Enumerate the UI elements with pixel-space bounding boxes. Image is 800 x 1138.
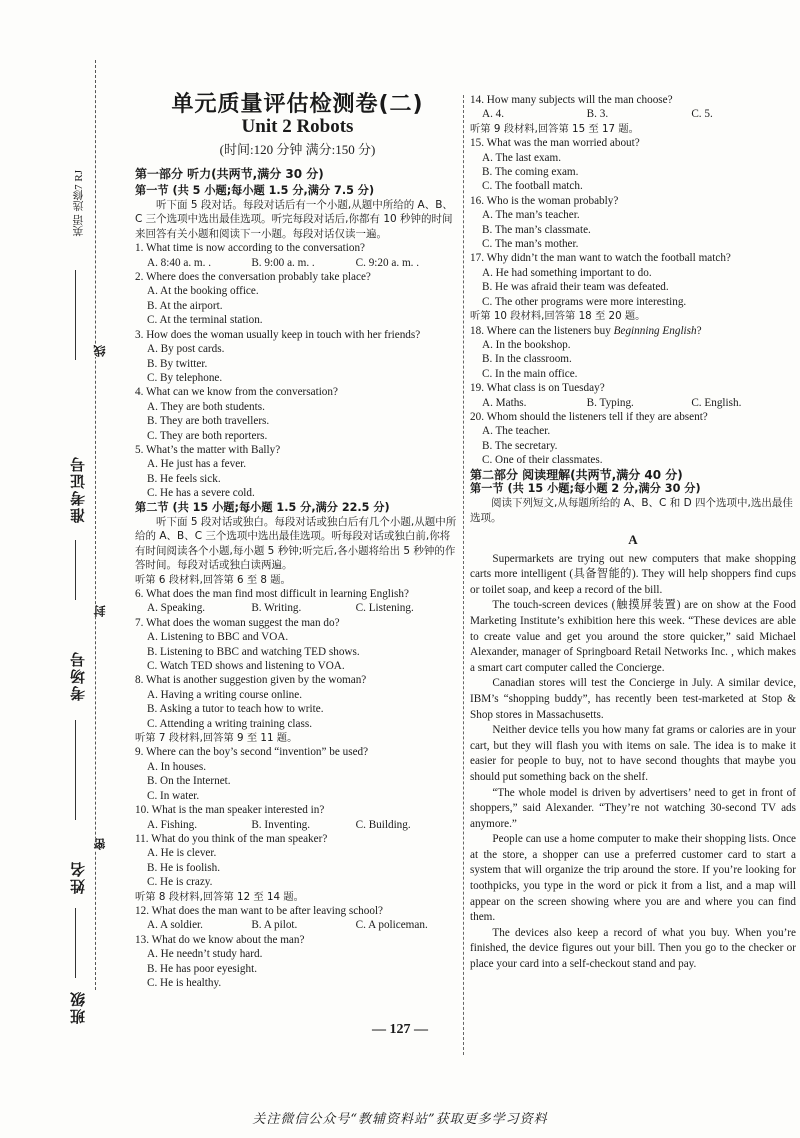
option-a[interactable]: A. He needn’t study hard. [147,948,263,961]
option-b[interactable]: B. 3. [586,108,609,121]
option-c[interactable]: C. 9:20 a. m. . [355,256,420,269]
option-c[interactable]: C. He is healthy. [147,976,222,989]
option-c[interactable]: C. By telephone. [147,371,223,384]
question-stem: 19. What class is on Tuesday? [470,382,605,395]
question-stem: 16. Who is the woman probably? [470,194,619,207]
option-a[interactable]: A. Listening to BBC and VOA. [147,631,289,644]
option-a[interactable]: A. He is clever. [147,847,217,860]
question-14 [470,93,796,122]
option-a[interactable]: A. A soldier. [147,919,203,932]
question-13 [135,933,460,991]
question-stem: 14. How many subjects will the man choose? [470,94,673,106]
option-b[interactable]: B. Writing. [251,602,302,615]
passage-paragraph: Supermarkets are trying out new computers that make shopping carts more intelligent (具备智能的). They will help shoppers find cups or toilet soap, and keep a record of the bill. [470,552,796,596]
passage-paragraph: Neither device tells you how many fat grams or calories are in your cart, but they will flash you with items on sale. The idea is to make it easier for people to buy, not to have second thoughts that maybe you should put something back on the shelf. [470,724,796,783]
passage-paragraph: People can use a home computer to make their shopping lists. Once at the store, a shopper can use a preferred customer card to start a system that will organize the trip around the store. If you’re looking for toothpicks, you type in the word or pick it from a list, and a map will appear on the screen showing where you are and where you can find them. [470,833,796,924]
question-stem: 3. How does the woman usually keep in touch with her friends? [135,328,421,341]
question-11 [135,832,460,890]
question-stem: 6. What does the man find most difficult in learning English? [135,588,409,600]
page-number: — 127 — [372,1022,428,1037]
question-stem: 15. What was the man worried about? [470,137,640,150]
material-9-info: 听第 9 段材料,回答第 15 至 17 题。 [470,122,639,135]
option-a[interactable]: A. 8:40 a. m. . [147,256,212,269]
part1-sec1-heading: 第一节 (共 5 小题;每小题 1.5 分,满分 7.5 分) [135,183,375,197]
question-3 [135,328,460,386]
question-stem: 4. What can we know from the conversation? [135,386,338,399]
part2-heading: 第二部分 阅读理解(共两节,满分 40 分) [470,467,683,482]
subject-underline [75,270,76,360]
question-stem: 5. What’s the matter with Bally? [135,443,281,456]
option-c[interactable]: C. Attending a writing training class. [147,717,312,730]
option-a[interactable]: A. The teacher. [482,425,551,438]
option-c[interactable]: C. At the terminal station. [147,314,263,327]
question-stem [470,324,796,338]
material-10-info: 听第 10 段材料,回答第 18 至 20 题。 [470,310,646,323]
question-1 [135,241,460,270]
option-c[interactable]: C. A policeman. [355,919,428,932]
option-c[interactable]: C. The man’s mother. [482,238,579,251]
id-label: 准考证号 [69,455,87,523]
binding-margin [55,60,125,1024]
question-stem: 13. What do we know about the man? [135,933,305,946]
option-a[interactable]: A. Fishing. [147,818,198,831]
option-c[interactable]: C. He has a severe cold. [147,487,255,500]
question-4 [135,385,460,443]
room-underline[interactable] [75,720,76,820]
option-b[interactable]: B. In the classroom. [482,353,572,366]
question-2 [135,270,460,328]
stem-text: 18. Where can the listeners buy [470,324,614,337]
question-12 [135,904,460,933]
question-options [147,601,460,615]
name-label: 姓名 [69,860,87,894]
option-a[interactable]: A. By post cards. [147,343,225,356]
question-17 [470,251,796,309]
option-b[interactable]: B. The coming exam. [482,166,579,179]
question-stem: 10. What is the man speaker interested in? [135,804,325,817]
option-a[interactable]: A. The man’s teacher. [482,209,580,222]
question-stem: 7. What does the woman suggest the man do? [135,616,340,629]
question-stem: 8. What is another suggestion given by the woman? [135,674,367,687]
option-c[interactable]: C. Listening. [355,602,414,615]
question-options [482,396,796,410]
option-a[interactable]: A. He had something important to do. [482,266,652,279]
option-a[interactable]: A. 4. [482,108,505,121]
option-c[interactable]: C. Watch TED shows and listening to VOA. [147,660,345,673]
material-8-info: 听第 8 段材料,回答第 12 至 14 题。 [135,890,304,903]
option-c[interactable]: C. One of their classmates. [482,454,603,467]
option-a[interactable]: A. Maths. [482,396,527,409]
question-options [147,256,460,270]
option-c[interactable]: C. English. [691,396,742,409]
part1-heading: 第一部分 听力(共两节,满分 30 分) [135,167,324,182]
option-a[interactable]: A. At the booking office. [147,285,259,298]
question-15 [470,136,796,194]
option-a[interactable]: A. In the bookshop. [482,338,571,351]
question-options [147,918,460,932]
book-title: Beginning English [613,324,697,337]
question-stem: 11. What do you think of the man speaker? [135,832,328,845]
question-stem: 20. Whom should the listeners tell if they are absent? [470,410,708,423]
id-underline[interactable] [75,540,76,600]
question-stem: 12. What does the man want to be after leaving school? [135,904,384,917]
option-a[interactable]: A. Speaking. [147,602,206,615]
question-20 [470,410,796,468]
option-b[interactable]: B. The man’s classmate. [482,223,591,236]
class-label: 班级 [69,990,87,1024]
option-b[interactable]: B. Asking a tutor to teach how to write. [147,703,324,716]
question-7 [135,616,460,674]
option-b[interactable]: B. He is foolish. [147,861,221,874]
passage-title: A [628,532,638,548]
option-c[interactable]: C. In water. [147,789,200,802]
question-options [147,818,460,832]
question-stem: 17. Why didn’t the man want to watch the football match? [470,252,731,265]
option-b[interactable]: B. 9:00 a. m. . [251,256,315,269]
option-b[interactable]: B. Listening to BBC and watching TED shows. [147,645,360,658]
page-title: 单元质量评估检测卷(二) [171,92,424,117]
option-b[interactable]: B. Inventing. [251,818,311,831]
room-label: 考场号 [69,650,87,701]
question-6 [135,587,460,616]
subject-label: 英语 选修7 RJ [73,170,85,237]
question-16 [470,194,796,252]
part1-sec1-instructions: 听下面 5 段对话。每段对话后有一个小题,从题中所给的 A、B、C 三个选项中选出最佳选项。听完每段对话后,你都有 10 秒钟的时间来回答有关小题和阅读下一小题。每段对话仅读一遍。 [135,199,453,240]
option-b[interactable]: B. They are both travellers. [147,415,270,428]
option-a[interactable]: A. The last exam. [482,151,562,164]
part2-instructions: 阅读下列短文,从每题所给的 A、B、C 和 D 四个选项中,选出最佳选项。 [470,497,793,524]
part2-sec1-heading: 第一节 (共 15 小题;每小题 2 分,满分 30 分) [470,481,701,495]
option-b[interactable]: B. He was afraid their team was defeated. [482,281,669,294]
material-7-info: 听第 7 段材料,回答第 9 至 11 题。 [135,732,298,745]
option-b[interactable]: B. He has poor eyesight. [147,962,257,975]
question-9 [135,745,460,803]
option-b[interactable]: B. The secretary. [482,439,558,452]
question-stem: 9. Where can the boy’s second “invention” be used? [135,746,369,759]
exam-info: (时间:120 分钟 满分:150 分) [219,141,376,157]
stem-end: ? [696,324,702,337]
passage-paragraph: Canadian stores will test the Concierge in July. A similar device, IBM’s “shopping buddy”, has recently been test-marketed at Stop & Shop stores in Massachusetts. [470,677,796,721]
passage-paragraph: “The whole model is driven by advertisers’ need to get in front of shoppers,” said Alexander. “They’re not watching 30-second TV ads anymore.” [470,786,796,830]
option-b[interactable]: B. A pilot. [251,919,298,932]
option-c[interactable]: C. 5. [691,108,713,121]
part1-sec2-heading: 第二节 (共 15 小题;每小题 1.5 分,满分 22.5 分) [135,500,390,514]
material-6-info: 听第 6 段材料,回答第 6 至 8 题。 [135,573,291,586]
name-underline[interactable] [75,908,76,978]
question-10 [135,803,460,832]
option-c[interactable]: C. The other programs were more interesting. [482,295,687,308]
unit-title: Unit 2 Robots [241,116,354,138]
passage-paragraph: The touch-screen devices (触摸屏装置) are on show at the Food Marketing Institute’s exhibition here this week. “These devices are able to create value and get you around the store quicker,” said Michael Alexander, manager of Springboard Retail Networks Inc. , which makes a smart cart computer called the Concierge. [470,599,796,674]
option-b[interactable]: B. At the airport. [147,299,223,312]
option-a[interactable]: A. In houses. [147,760,207,773]
footer-note: 关注微信公众号“教辅资料站”获取更多学习资料 [252,1112,548,1127]
option-c[interactable]: C. Building. [355,818,411,831]
option-b[interactable]: B. By twitter. [147,357,208,370]
question-8 [135,673,460,731]
question-stem: 1. What time is now according to the conversation? [135,242,366,255]
option-b[interactable]: B. He feels sick. [147,472,221,485]
option-c[interactable]: C. The football match. [482,180,583,193]
mark-seal: 封 [93,605,107,617]
question-18 [470,324,796,382]
left-column [135,93,460,990]
column-divider [463,95,464,1055]
question-options [482,107,796,121]
option-c[interactable]: C. They are both reporters. [147,429,268,442]
option-a[interactable]: A. Having a writing course online. [147,688,303,701]
mark-secret: 密 [93,838,107,850]
part1-sec2-instructions: 听下面 5 段对话或独白。每段对话或独白后有几个小题,从题中所给的 A、B、C 三个选项中选出最佳选项。听每段对话或独白前,你将有时间阅读各个小题,每小题 5 秒钟;听完后,各小题将给出 5 秒钟的作答时间。每段对话或独白读两遍。 [135,515,457,572]
question-stem: 2. Where does the conversation probably take place? [135,271,371,284]
right-column [470,93,796,973]
mark-line: 线 [93,345,107,357]
question-19 [470,381,796,410]
binding-dashed-line [95,60,96,990]
question-5 [135,443,460,501]
option-b[interactable]: B. Typing. [586,396,634,409]
option-c[interactable]: C. In the main office. [482,367,578,380]
option-a[interactable]: A. They are both students. [147,400,265,413]
option-a[interactable]: A. He just has a fever. [147,458,247,471]
option-c[interactable]: C. He is crazy. [147,876,213,889]
option-b[interactable]: B. On the Internet. [147,775,231,788]
passage-paragraph: The devices also keep a record of what you buy. When you’re finished, the device figures out your bill. Then you go to the checker or place your card into a self-checkout stand and pay. [470,926,796,971]
